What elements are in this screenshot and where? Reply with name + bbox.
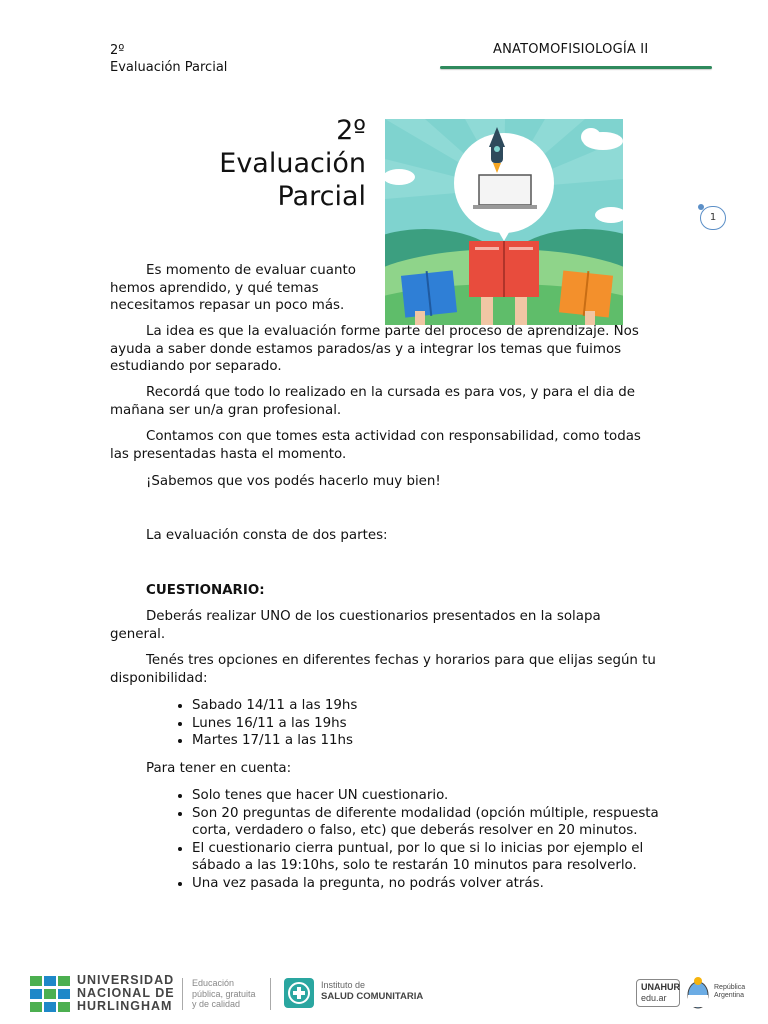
university-line: UNIVERSIDAD [77, 973, 175, 987]
paragraph-opciones [110, 652, 660, 687]
institute-line: SALUD COMUNITARIA [321, 991, 424, 1002]
tagline-line: pública, gratuita [192, 988, 256, 999]
university-name [77, 974, 175, 1013]
dates-list [170, 697, 692, 750]
list-item: • Martes 17/11 a las 11hs [192, 732, 692, 750]
institute-name [321, 980, 423, 1002]
institute-line: Instituto de [321, 980, 366, 990]
rep-line: República [714, 984, 746, 991]
paragraph-contamos [110, 428, 660, 463]
paragraph: Contamos con que tomes esta actividad con responsabilidad, como todas las presentadas hasta el momento. [110, 429, 641, 462]
paragraph: La idea es que la evaluación forme parte del proceso de aprendizaje. Nos ayuda a saber donde estamos parados/as y a integrar los temas que fuimos estudiando por separado. [110, 324, 639, 374]
education-tagline [192, 978, 256, 1010]
badge-line: UNAHUR [641, 982, 680, 992]
university-line: HURLINGHAM [77, 999, 173, 1013]
paragraph: Recordá que todo lo realizado en la cursada es para vos, y para el dia de mañana ser un/a gran profesional. [110, 385, 635, 418]
paragraph-deberas [110, 608, 660, 643]
section-heading [110, 582, 660, 600]
university-line: NACIONAL DE [77, 986, 175, 1000]
paragraph-sabemos [110, 473, 660, 491]
notes-list [170, 787, 662, 892]
tagline-line: y de calidad [192, 999, 241, 1009]
header-left [110, 42, 227, 76]
title-line-3: Parcial [277, 181, 366, 212]
paragraph: La evaluación consta de dos partes: [146, 528, 388, 543]
rep-line: Argentina [714, 992, 744, 999]
list-item: • Una vez pasada la pregunta, no podrás volver atrás. [192, 875, 662, 893]
header-course: ANATOMOFISIOLOGÍA II [493, 42, 649, 57]
badge-line: edu.ar [641, 993, 667, 1003]
section-title: CUESTIONARIO: [146, 583, 265, 598]
paragraph: Deberás realizar UNO de los cuestionarios presentados en la solapa general. [110, 609, 601, 642]
paragraph: ¡Sabemos que vos podés hacerlo muy bien! [146, 474, 441, 489]
paragraph-idea [110, 323, 660, 376]
page-title [219, 114, 366, 213]
list-item: • El cuestionario cierra puntual, por lo que si lo inicias por ejemplo el sábado a las 19:10hs, solo te restarán 10 minutos para resolverlo. [192, 840, 662, 875]
health-cross-icon [284, 978, 314, 1008]
header-subtitle: Evaluación Parcial [110, 60, 228, 75]
argentina-shield-icon [686, 976, 710, 1010]
paragraph-consta [110, 527, 660, 545]
paragraph-intro [110, 262, 660, 315]
paragraph: Es momento de evaluar cuanto hemos aprendido, y qué temas necesitamos repasar un poco más. [110, 263, 356, 313]
list-item: • Sabado 14/11 a las 19hs [192, 697, 692, 715]
footer-divider [270, 978, 271, 1010]
title-line-2: Evaluación [219, 148, 366, 179]
list-item: • Lunes 16/11 a las 19hs [192, 715, 692, 733]
paragraph-tener-en-cuenta [110, 760, 660, 778]
page-number: 1 [700, 206, 726, 230]
unahur-logo-icon [30, 976, 70, 1012]
list-item: • Solo tenes que hacer UN cuestionario. [192, 787, 662, 805]
unahur-badge [636, 979, 680, 1007]
footer [0, 962, 768, 1024]
paragraph: Para tener en cuenta: [146, 761, 292, 776]
header-number: 2º [110, 43, 125, 58]
paragraph: Tenés tres opciones en diferentes fechas y horarios para que elijas según tu disponibilidad: [110, 653, 656, 686]
tagline-line: Educación [192, 978, 235, 988]
header-rule [440, 66, 712, 69]
footer-divider [182, 978, 183, 1010]
title-line-1: 2º [336, 115, 366, 146]
list-item: • Son 20 preguntas de diferente modalidad (opción múltiple, respuesta corta, verdadero o falso, etc) que deberás resolver en 20 minutos. [192, 805, 662, 840]
republica-argentina [714, 984, 745, 1000]
paragraph-recorda [110, 384, 660, 419]
